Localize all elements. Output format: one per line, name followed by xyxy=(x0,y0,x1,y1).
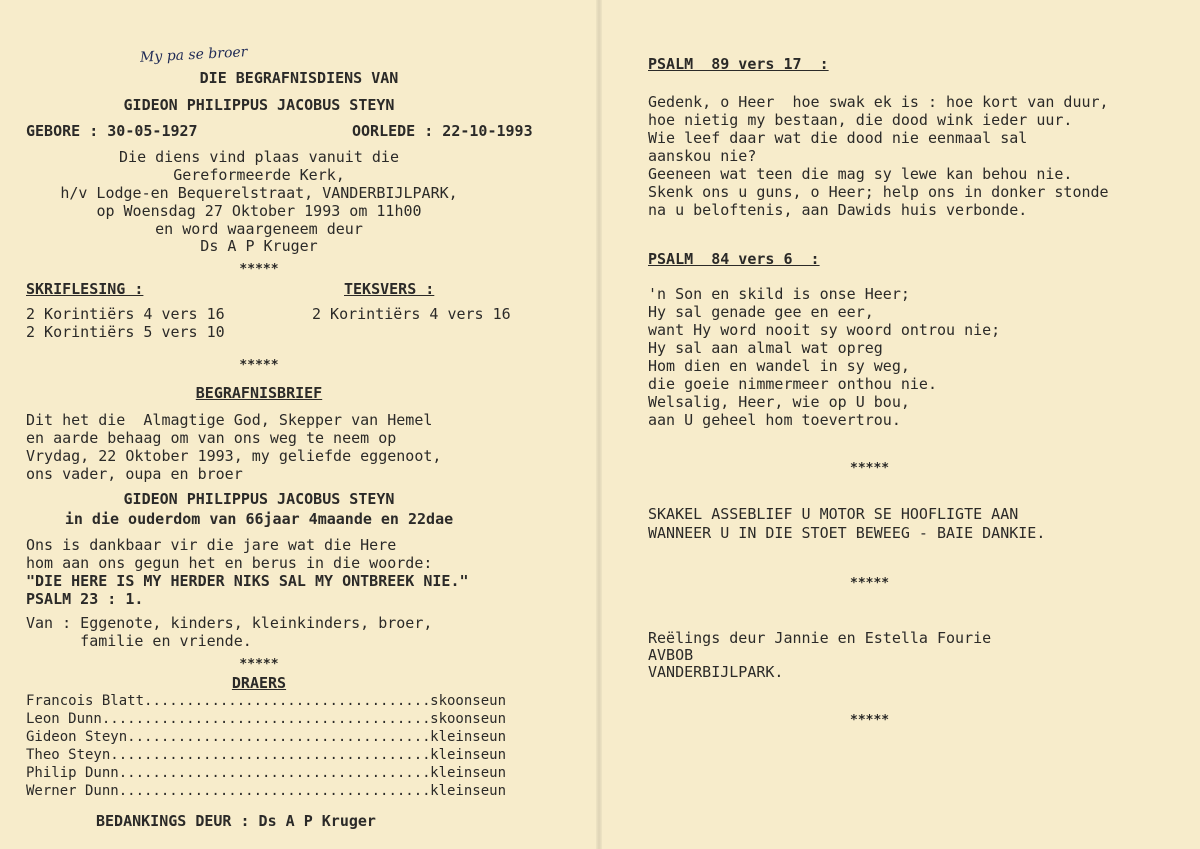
bearer-relation: skoonseun xyxy=(430,711,506,727)
divider-stars: ***** xyxy=(850,576,890,591)
psalm-84-line: 'n Son en skild is onse Heer; xyxy=(648,285,910,303)
headlights-notice: WANNEER U IN DIE STOET BEWEEG - BAIE DANKIE. xyxy=(648,524,1046,542)
service-line: Gereformeerde Kerk, xyxy=(173,166,345,184)
handwritten-note: My pa se broer xyxy=(139,44,248,66)
bearer-row xyxy=(26,782,506,800)
psalm-89-line: Geeneen wat teen die mag sy lewe kan behou nie. xyxy=(648,165,1073,183)
scripture-quote: "DIE HERE IS MY HERDER NIKS SAL MY ONTBREEK NIE." xyxy=(26,572,469,590)
psalm-84-line: want Hy word nooit sy woord ontrou nie; xyxy=(648,321,1001,339)
letter-line: ons vader, oupa en broer xyxy=(26,465,243,483)
divider-stars: ***** xyxy=(850,713,890,728)
bearer-row xyxy=(26,764,506,782)
bearer-row xyxy=(26,746,506,764)
headlights-notice: SKAKEL ASSEBLIEF U MOTOR SE HOOFLIGTE AAN xyxy=(648,505,1019,523)
bearer-name: Leon Dunn xyxy=(26,711,102,727)
bearer-relation: kleinseun xyxy=(430,783,506,799)
arrangements-line: VANDERBIJLPARK. xyxy=(648,663,784,681)
thanks-line: hom aan ons gegun het en berus in die woorde: xyxy=(26,554,433,572)
psalm-89-line: aanskou nie? xyxy=(648,147,757,165)
leader-dots xyxy=(110,746,430,764)
arrangements-line: AVBOB xyxy=(648,646,694,664)
bearer-relation: kleinseun xyxy=(430,747,506,763)
leader-dots xyxy=(119,764,430,782)
service-line: op Woensdag 27 Oktober 1993 om 11h00 xyxy=(96,202,422,220)
age-line: in die ouderdom van 66jaar 4maande en 22dae xyxy=(64,510,454,528)
psalm-89-line: Gedenk, o Heer hoe swak ek is : hoe kort van duur, xyxy=(648,93,1109,111)
divider-stars: ***** xyxy=(239,358,279,373)
psalm-89-line: Wie leef daar wat die dood nie eenmaal sal xyxy=(648,129,1028,147)
psalm-84-line: Hy sal genade gee en eer, xyxy=(648,303,874,321)
letter-line: Dit het die Almagtige God, Skepper van Hemel xyxy=(26,411,433,429)
bearer-row xyxy=(26,728,506,746)
service-line: Die diens vind plaas vanuit die xyxy=(119,148,399,166)
from-line: familie en vriende. xyxy=(26,632,252,650)
text-verse-heading: TEKSVERS : xyxy=(344,280,435,298)
bearer-relation: kleinseun xyxy=(430,765,506,781)
bearer-relation: kleinseun xyxy=(430,729,506,745)
leader-dots xyxy=(119,782,430,800)
thanks-line: Ons is dankbaar vir die jare wat die Here xyxy=(26,536,397,554)
arrangements-line: Reëlings deur Jannie en Estella Fourie xyxy=(648,629,992,647)
bearer-name: Gideon Steyn xyxy=(26,729,128,745)
psalm-89-line: Skenk ons u guns, o Heer; help ons in donker stonde xyxy=(648,183,1109,201)
birth-date: GEBORE : 30-05-1927 xyxy=(26,122,198,140)
from-line: Van : Eggenote, kinders, kleinkinders, broer, xyxy=(26,614,433,632)
psalm-84-line: Welsalig, Heer, wie op U bou, xyxy=(648,393,910,411)
right-page xyxy=(600,0,1200,849)
psalm-89-heading: PSALM 89 vers 17 : xyxy=(648,55,829,73)
bearer-name: Francois Blatt xyxy=(26,693,145,709)
deceased-name: GIDEON PHILIPPUS JACOBUS STEYN xyxy=(123,96,395,114)
bearer-name: Werner Dunn xyxy=(26,783,119,799)
reading-2: 2 Korintiërs 5 vers 10 xyxy=(26,323,225,341)
leader-dots xyxy=(127,728,430,746)
reading-1: 2 Korintiërs 4 vers 16 xyxy=(26,305,225,323)
thanks-by: BEDANKINGS DEUR : Ds A P Kruger xyxy=(96,812,376,830)
psalm-84-heading: PSALM 84 vers 6 : xyxy=(648,250,820,268)
psalm-reference: PSALM 23 : 1. xyxy=(26,590,144,608)
death-date: OORLEDE : 22-10-1993 xyxy=(352,122,533,140)
divider-stars: ***** xyxy=(239,262,279,277)
service-line: Ds A P Kruger xyxy=(200,237,318,255)
bearers-heading: DRAERS xyxy=(231,674,287,692)
letter-line: en aarde behaag om van ons weg te neem op xyxy=(26,429,397,447)
service-line: en word waargeneem deur xyxy=(155,220,363,238)
letter-line: Vrydag, 22 Oktober 1993, my geliefde eggenoot, xyxy=(26,447,442,465)
text-verse: 2 Korintiërs 4 vers 16 xyxy=(312,305,511,323)
psalm-84-line: Hom dien en wandel in sy weg, xyxy=(648,357,910,375)
service-line: h/v Lodge-en Bequerelstraat, VANDERBIJLPARK, xyxy=(60,184,458,202)
bearer-row xyxy=(26,710,506,728)
bearer-name: Theo Steyn xyxy=(26,747,111,763)
reading-heading: SKRIFLESING : xyxy=(26,280,144,298)
leader-dots xyxy=(144,692,430,710)
leader-dots xyxy=(102,710,430,728)
psalm-84-line: aan U geheel hom toevertrou. xyxy=(648,411,901,429)
bearer-name: Philip Dunn xyxy=(26,765,119,781)
bearer-row xyxy=(26,692,506,710)
psalm-89-line: na u beloftenis, aan Dawids huis verbonde. xyxy=(648,201,1028,219)
service-title: DIE BEGRAFNISDIENS VAN xyxy=(199,69,399,87)
divider-stars: ***** xyxy=(850,461,890,476)
psalm-84-line: die goeie nimmermeer onthou nie. xyxy=(648,375,937,393)
psalm-84-line: Hy sal aan almal wat opreg xyxy=(648,339,883,357)
psalm-89-line: hoe nietig my bestaan, die dood wink ieder uur. xyxy=(648,111,1073,129)
divider-stars: ***** xyxy=(239,657,279,672)
left-page xyxy=(0,0,598,849)
letter-heading: BEGRAFNISBRIEF xyxy=(195,384,323,402)
bearer-relation: skoonseun xyxy=(430,693,506,709)
deceased-name-repeat: GIDEON PHILIPPUS JACOBUS STEYN xyxy=(123,490,395,508)
